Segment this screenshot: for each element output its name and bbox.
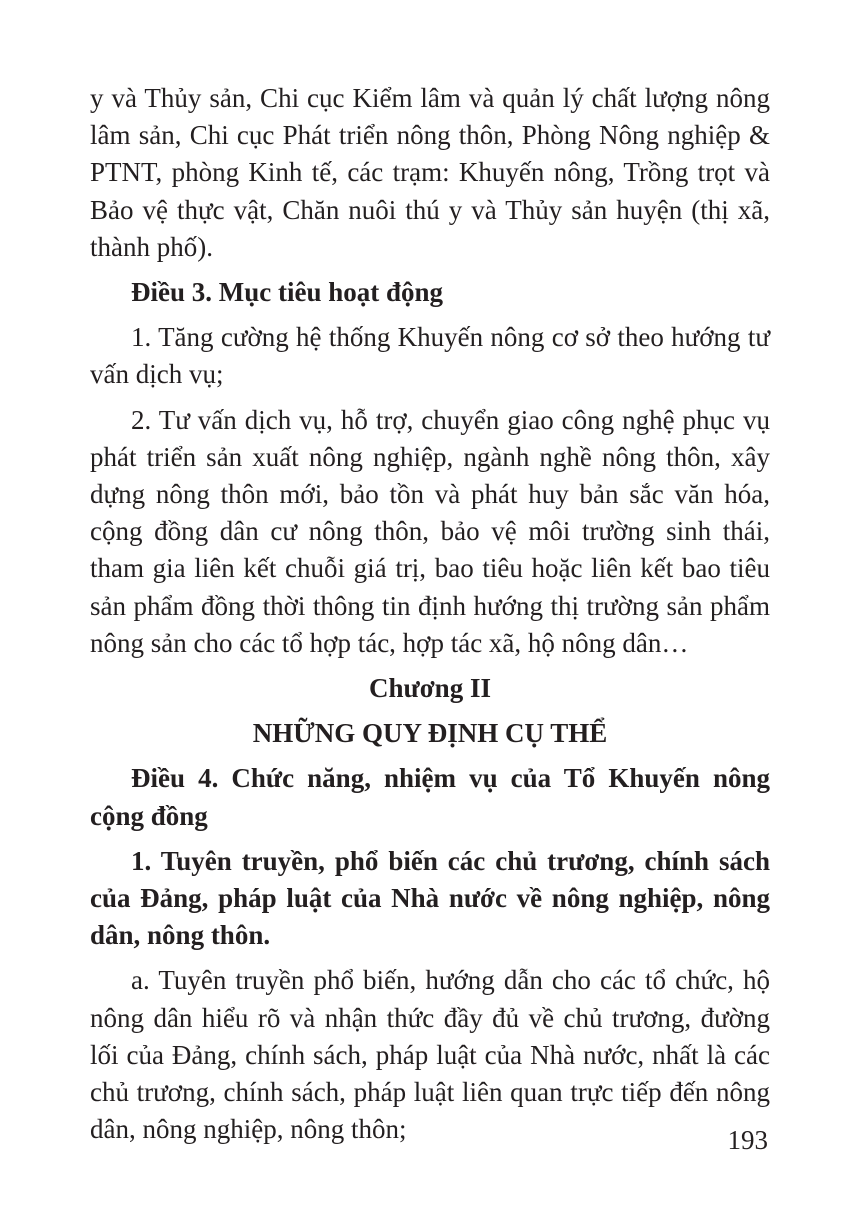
section-1-heading: 1. Tuyên truyền, phổ biến các chủ trương, chính sách của Đảng, pháp luật của Nhà nước về nông nghiệp, nông dân, nông thôn. xyxy=(90,845,770,951)
article-3-item-2: 2. Tư vấn dịch vụ, hỗ trợ, chuyển giao công nghệ phục vụ phát triển sản xuất nông nghiệp, ngành nghề nông thôn, xây dựng nông thôn mới, bảo tồn và phát huy bản sắc văn hóa, cộng đồng dân cư nông thôn, bảo vệ môi trường sinh thái, tham gia liên kết chuỗi giá trị, bao tiêu hoặc liên kết bao tiêu sản phẩm đồng thời thông tin định hướng thị trường sản phẩm nông sản cho các tổ hợp tác, hợp tác xã, hộ nông dân… xyxy=(90,404,770,658)
paragraph-continuation: y và Thủy sản, Chi cục Kiểm lâm và quản lý chất lượng nông lâm sản, Chi cục Phát triển nông thôn, Phòng Nông nghiệp & PTNT, phòng Kinh tế, các trạm: Khuyến nông, Trồng trọt và Bảo vệ thực vật, Chăn nuôi thú y và Thủy sản huyện (thị xã, thành phố). xyxy=(90,83,770,262)
article-3-heading: Điều 3. Mục tiêu hoạt động xyxy=(131,277,444,308)
article-3-item-1: 1. Tăng cường hệ thống Khuyến nông cơ sở theo hướng tư vấn dịch vụ; xyxy=(90,322,770,390)
section-1-item-a: a. Tuyên truyền phổ biến, hướng dẫn cho các tổ chức, hộ nông dân hiểu rõ và nhận thức đầy đủ về chủ trương, đường lối của Đảng, chính sách, pháp luật của Nhà nước, nhất là các chủ trương, chính sách, pháp luật liên quan trực tiếp đến nông dân, nông nghiệp, nông thôn; xyxy=(90,965,770,1145)
page-number: 193 xyxy=(727,1125,768,1155)
document-page xyxy=(90,80,770,1156)
chapter-label: Chương II xyxy=(369,673,491,704)
article-4-heading: Điều 4. Chức năng, nhiệm vụ của Tổ Khuyến nông cộng đồng xyxy=(90,763,770,831)
chapter-title: NHỮNG QUY ĐỊNH CỤ THỂ xyxy=(252,718,608,749)
